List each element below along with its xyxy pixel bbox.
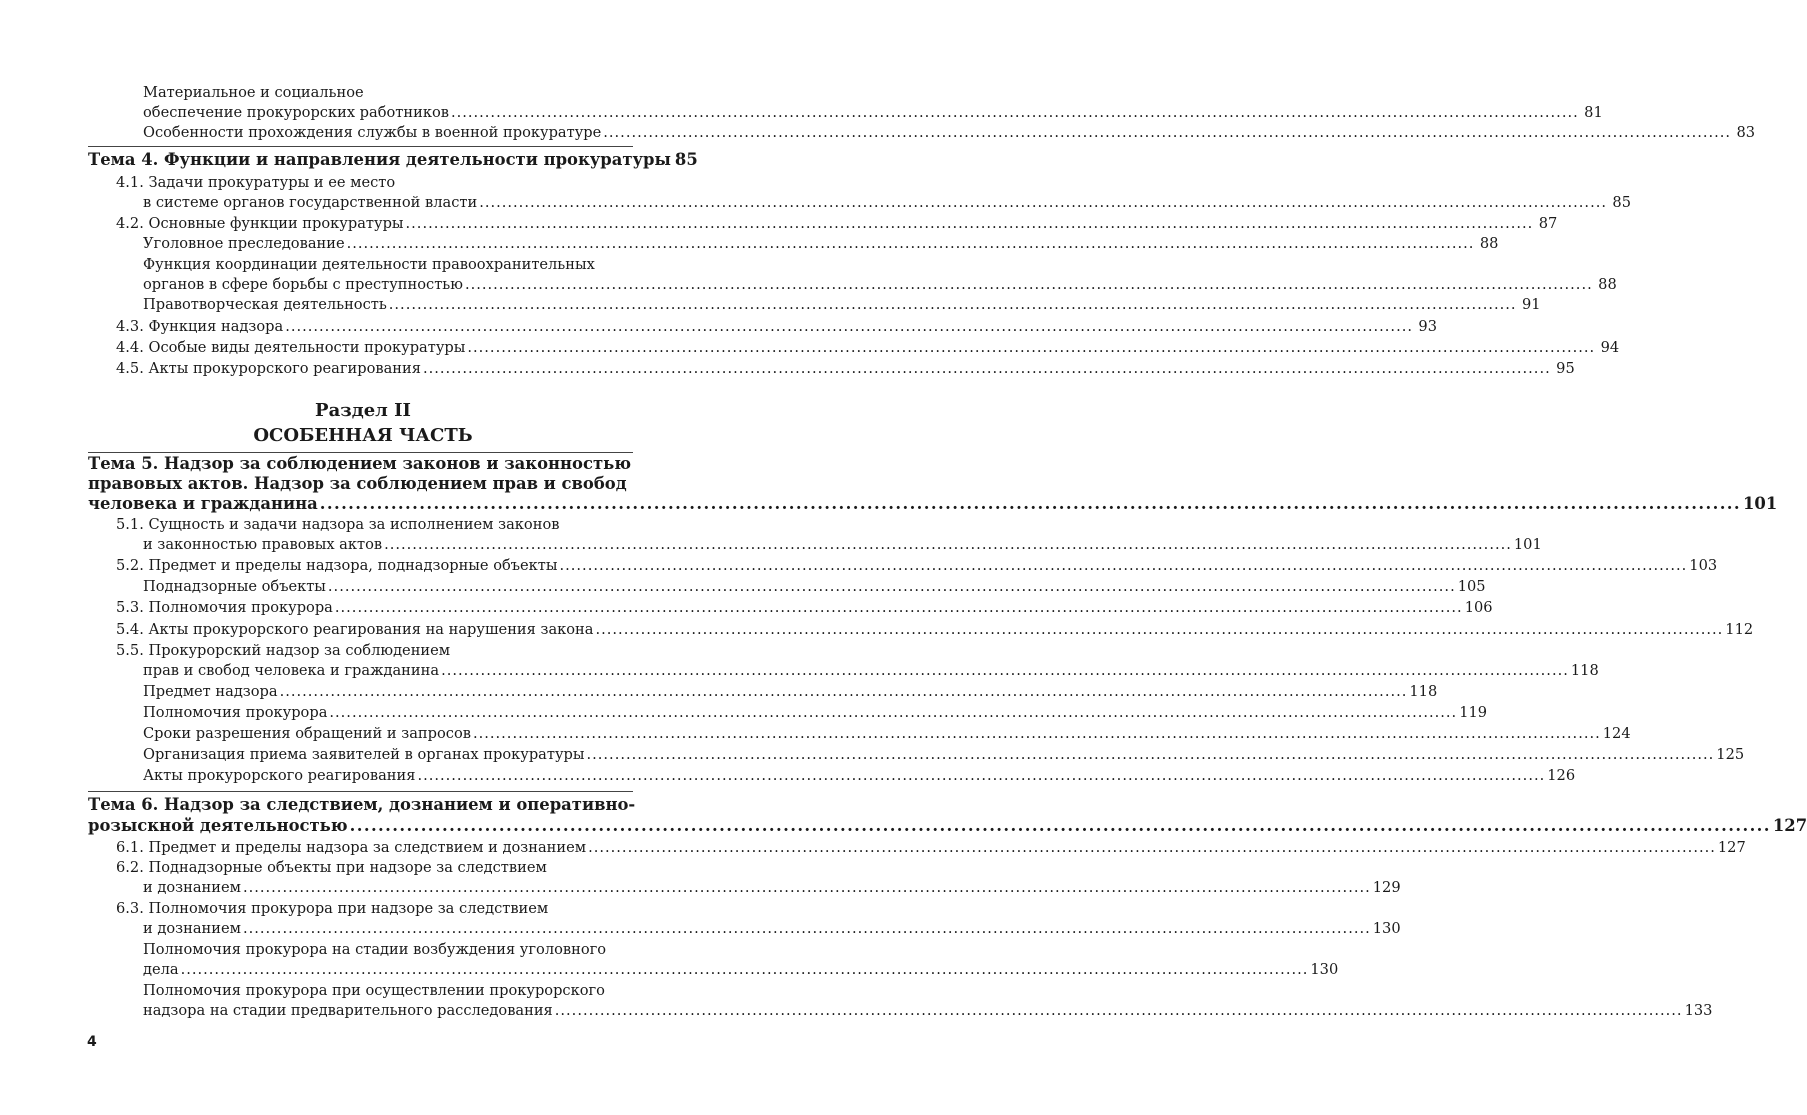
toc-entry[interactable] bbox=[143, 682, 1438, 702]
toc-entry[interactable] bbox=[116, 317, 1437, 337]
toc-entry-text: 5.3. Полномочия прокурора bbox=[116, 599, 333, 616]
dot-leader: ........................................................................................................................................................................................................ bbox=[554, 1002, 1683, 1019]
toc-entry-text: и дознанием bbox=[143, 879, 241, 896]
toc-entry[interactable] bbox=[143, 766, 1576, 786]
toc-topic[interactable] bbox=[88, 815, 1807, 837]
toc-entry-text: Особенности прохождения службы в военной прокуратуре bbox=[143, 124, 602, 141]
toc-entry[interactable] bbox=[143, 275, 1617, 295]
toc-entry[interactable] bbox=[143, 234, 1499, 254]
toc-topic-title: Тема 4. Функции и направления деятельности прокуратуры bbox=[88, 150, 671, 169]
toc-page-number: 93 bbox=[1418, 318, 1437, 335]
toc-entry-text: Полномочия прокурора bbox=[143, 704, 328, 721]
dot-leader: ........................................................................................................................................................................................................ bbox=[417, 767, 1546, 784]
toc-page-number: 133 bbox=[1684, 1002, 1713, 1019]
toc-page-number: 95 bbox=[1556, 360, 1575, 377]
dot-leader: ........................................................................................................................................................................................................ bbox=[450, 104, 1579, 121]
dot-leader: ........................................................................................................................................................................................................ bbox=[242, 879, 1371, 896]
toc-page-number: 91 bbox=[1522, 296, 1541, 313]
toc-entry-text: дела bbox=[143, 961, 179, 978]
toc-entry-text: Правотворческая деятельность bbox=[143, 296, 387, 313]
toc-entry[interactable] bbox=[143, 535, 1542, 555]
toc-entry[interactable] bbox=[143, 878, 1401, 898]
toc-entry-text: 4.4. Особые виды деятельности прокуратуры bbox=[116, 339, 466, 356]
dot-leader: ........................................................................................................................................................................................................ bbox=[595, 621, 1724, 638]
toc-entry-text: Поднадзорные объекты bbox=[143, 578, 326, 595]
dot-leader: ........................................................................................................................................................................................................ bbox=[384, 536, 1512, 553]
toc-entry[interactable] bbox=[143, 103, 1603, 123]
toc-entry[interactable] bbox=[143, 295, 1541, 315]
dot-leader: ........................................................................................................................................................................................................ bbox=[603, 124, 1732, 141]
toc-topic[interactable] bbox=[88, 149, 698, 171]
toc-page-number: 105 bbox=[1457, 578, 1486, 595]
toc-entry-text: Уголовное преследование bbox=[143, 235, 345, 252]
dot-leader: ........................................................................................................................................................................................................ bbox=[586, 746, 1715, 763]
section-subtitle: ОСОБЕННАЯ ЧАСТЬ bbox=[253, 425, 473, 446]
toc-page-number: 112 bbox=[1725, 621, 1754, 638]
toc-entry-text: обеспечение прокурорских работников bbox=[143, 104, 449, 121]
dot-leader: ........................................................................................................................................................................................................ bbox=[329, 704, 1458, 721]
toc-entry-text: Материальное и социальное bbox=[143, 84, 364, 101]
toc-entry-text: Сроки разрешения обращений и запросов bbox=[143, 725, 471, 742]
toc-page-number: 119 bbox=[1459, 704, 1488, 721]
toc-entry-text: 4.2. Основные функции прокуратуры bbox=[116, 215, 404, 232]
toc-page-number: 103 bbox=[1689, 557, 1718, 574]
toc-entry-text: 4.1. Задачи прокуратуры и ее место bbox=[116, 174, 396, 191]
toc-topic-title: правовых актов. Надзор за соблюдением прав и свобод bbox=[88, 474, 627, 493]
toc-entry[interactable] bbox=[116, 359, 1575, 379]
toc-entry-text: прав и свобод человека и гражданина bbox=[143, 662, 440, 679]
toc-page-number: 87 bbox=[1538, 215, 1558, 232]
toc-entry[interactable] bbox=[143, 960, 1339, 980]
toc-entry-text: органов в сфере борьбы с преступностью bbox=[143, 276, 463, 293]
toc-entry-text: Полномочия прокурора при осуществлении прокурорского bbox=[143, 982, 605, 999]
toc-entry[interactable] bbox=[116, 214, 1558, 234]
toc-entry[interactable] bbox=[116, 598, 1493, 618]
toc-page-number: 101 bbox=[1513, 536, 1542, 553]
toc-topic-title: розыскной деятельностью bbox=[88, 816, 348, 835]
toc-entry-text: 6.1. Предмет и пределы надзора за следствием и дознанием bbox=[116, 839, 587, 856]
toc-entry[interactable] bbox=[116, 556, 1718, 576]
toc-entry[interactable] bbox=[143, 123, 1756, 143]
dot-leader: ........................................................................................................................................................................................................ bbox=[405, 215, 1534, 232]
toc-entry-text: 6.3. Полномочия прокурора при надзоре за следствием bbox=[116, 900, 549, 917]
toc-page-number: 127 bbox=[1772, 816, 1807, 835]
dot-leader: ........................................................................................................................................................................................................ bbox=[588, 839, 1716, 856]
toc-page-number: 126 bbox=[1547, 767, 1576, 784]
toc-entry[interactable] bbox=[116, 620, 1754, 640]
dot-leader: ........................................................................................................................................................................................................ bbox=[479, 194, 1607, 211]
toc-page-number: 81 bbox=[1584, 104, 1603, 121]
toc-page-number: 83 bbox=[1736, 124, 1756, 141]
page-number: 4 bbox=[87, 1034, 97, 1050]
toc-page-number: 101 bbox=[1743, 494, 1778, 513]
toc-entry-text: 4.3. Функция надзора bbox=[116, 318, 284, 335]
toc-page-number: 88 bbox=[1479, 235, 1499, 252]
dot-leader: ........................................................................................................................................................................................................ bbox=[334, 599, 1463, 616]
toc-page-number: 94 bbox=[1600, 339, 1620, 356]
toc-entry-text: 5.4. Акты прокурорского реагирования на нарушения закона bbox=[116, 621, 594, 638]
toc-topic-title: человека и гражданина bbox=[88, 494, 318, 513]
toc-entry-text: 5.1. Сущность и задачи надзора за исполнением законов bbox=[116, 516, 560, 533]
toc-entry-text: 6.2. Поднадзорные объекты при надзоре за следствием bbox=[116, 859, 547, 876]
dot-leader: ........................................................................................................................................................................................................ bbox=[441, 662, 1569, 679]
toc-topic[interactable] bbox=[88, 493, 1778, 515]
dot-leader: ........................................................................................................................................................................................................ bbox=[327, 578, 1456, 595]
toc-entry-text: Предмет надзора bbox=[143, 683, 278, 700]
toc-entry[interactable] bbox=[143, 577, 1486, 597]
toc-entry[interactable] bbox=[143, 919, 1401, 939]
topic-divider bbox=[88, 146, 633, 147]
toc-entry[interactable] bbox=[143, 724, 1631, 744]
toc-page-number: 130 bbox=[1372, 920, 1401, 937]
toc-entry-text: и законностью правовых актов bbox=[143, 536, 383, 553]
dot-leader: ........................................................................................................................................................................................................ bbox=[388, 296, 1517, 313]
section-title: Раздел II bbox=[315, 400, 411, 421]
toc-page-number: 118 bbox=[1409, 683, 1438, 700]
toc-page-number: 118 bbox=[1570, 662, 1599, 679]
toc-entry-text: Организация приема заявителей в органах прокуратуры bbox=[143, 746, 585, 763]
dot-leader: ........................................................................................................................................................................................................ bbox=[285, 318, 1413, 335]
toc-entry[interactable] bbox=[116, 338, 1620, 358]
toc-entry-text: Акты прокурорского реагирования bbox=[143, 767, 416, 784]
toc-page-number: 85 bbox=[1612, 194, 1631, 211]
toc-entry[interactable] bbox=[143, 1001, 1713, 1021]
toc-entry[interactable] bbox=[143, 661, 1599, 681]
toc-entry[interactable] bbox=[143, 703, 1488, 723]
toc-page-number: 130 bbox=[1310, 961, 1339, 978]
toc-topic-title: Тема 5. Надзор за соблюдением законов и законностью bbox=[88, 454, 632, 473]
dot-leader: ........................................................................................................................................................................................................ bbox=[180, 961, 1309, 978]
toc-page-number: 106 bbox=[1464, 599, 1493, 616]
dot-leader: ........................................................................................................................................................................................................ bbox=[319, 494, 1742, 513]
dot-leader: ........................................................................................................................................................................................................ bbox=[242, 920, 1371, 937]
toc-page-number: 124 bbox=[1602, 725, 1631, 742]
toc-page-number: 88 bbox=[1598, 276, 1617, 293]
dot-leader: ........................................................................................................................................................................................................ bbox=[467, 339, 1596, 356]
toc-entry[interactable] bbox=[143, 745, 1745, 765]
toc-entry-text: надзора на стадии предварительного расследования bbox=[143, 1002, 553, 1019]
toc-topic-title: Тема 6. Надзор за следствием, дознанием и оперативно- bbox=[88, 795, 636, 814]
dot-leader: ........................................................................................................................................................................................................ bbox=[422, 360, 1551, 377]
dot-leader: ........................................................................................................................................................................................................ bbox=[349, 816, 1771, 835]
dot-leader: ........................................................................................................................................................................................................ bbox=[472, 725, 1601, 742]
topic-divider bbox=[88, 791, 633, 792]
toc-entry-text: 5.5. Прокурорский надзор за соблюдением bbox=[116, 642, 451, 659]
toc-page-number: 127 bbox=[1717, 839, 1746, 856]
toc-entry-text: в системе органов государственной власти bbox=[143, 194, 478, 211]
toc-entry[interactable] bbox=[116, 838, 1746, 858]
toc-entry-text: 5.2. Предмет и пределы надзора, поднадзорные объекты bbox=[116, 557, 558, 574]
toc-entry-text: и дознанием bbox=[143, 920, 241, 937]
toc-entry[interactable] bbox=[143, 193, 1631, 213]
toc-entry-text: Функция координации деятельности правоохранительных bbox=[143, 256, 595, 273]
toc-page-number: 125 bbox=[1716, 746, 1745, 763]
dot-leader: ........................................................................................................................................................................................................ bbox=[279, 683, 1408, 700]
toc-page-number: 129 bbox=[1372, 879, 1401, 896]
dot-leader: ........................................................................................................................................................................................................ bbox=[346, 235, 1475, 252]
toc-page-number: 85 bbox=[674, 150, 698, 169]
dot-leader: ........................................................................................................................................................................................................ bbox=[559, 557, 1688, 574]
toc-entry-text: Полномочия прокурора на стадии возбуждения уголовного bbox=[143, 941, 607, 958]
dot-leader: ........................................................................................................................................................................................................ bbox=[464, 276, 1593, 293]
toc-entry-text: 4.5. Акты прокурорского реагирования bbox=[116, 360, 421, 377]
